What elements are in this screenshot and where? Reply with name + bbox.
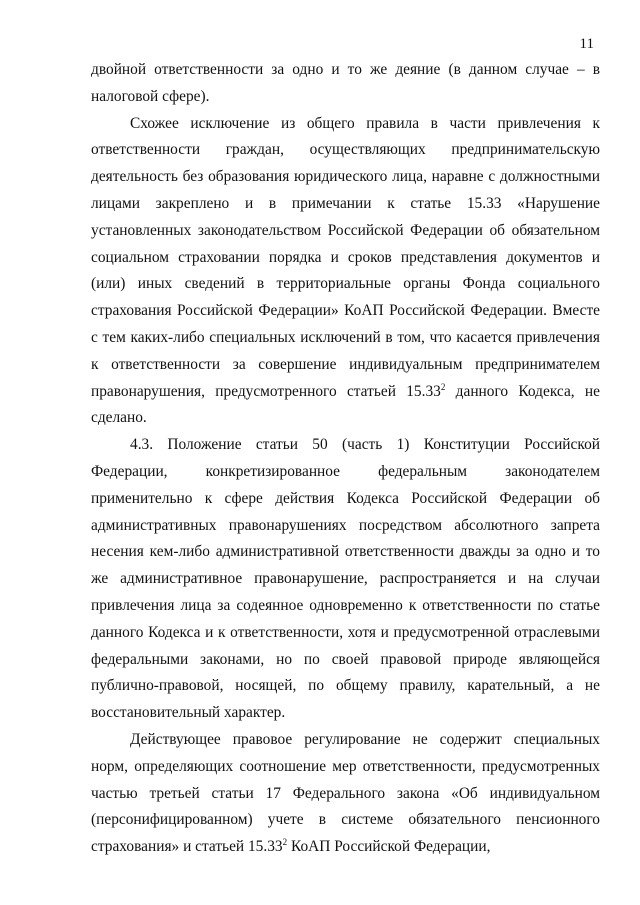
paragraph-p2	[91, 111, 600, 433]
paragraph-text: КоАП Российской Федерации,	[287, 838, 491, 856]
document-body	[91, 57, 600, 861]
superscript: 2	[282, 837, 288, 848]
page-number: 11	[579, 36, 594, 52]
paragraph-p1	[91, 57, 600, 111]
paragraph-p3	[91, 432, 600, 727]
paragraph-text: данного Кодекса, не сделано.	[91, 382, 600, 427]
paragraph-text: Схожее исключение из общего правила в части привлечения к ответственности граждан, осуществляющих предпринимательскую деятельность без образования юридического лица, наравне с должностными лицами закреплено и в примечании к статье 15.33 «Нарушение установленных законодательством Российской Федерации об обязательном социальном страховании порядка и сроков представления документов и (или) иных сведений в территориальные органы Фонда социального страхования Российской Федерации» КоАП Российской Федерации. Вместе с тем каких-либо специальных исключений в том, что касается привлечения к ответственности за совершение индивидуальным предпринимателем правонарушения, предусмотренного статьей 15.33	[91, 114, 600, 400]
paragraph-p4	[91, 727, 600, 861]
paragraph-text: 4.3. Положение статьи 50 (часть 1) Конституции Российской Федерации, конкретизированное федеральным законодателем применительно к сфере действия Кодекса Российской Федерации об административных правонарушениях посредством абсолютного запрета несения кем-либо административной ответственности дважды за одно и то же административное правонарушение, распространяется и на случаи привлечения лица за содеянное одновременно к ответственности по статье данного Кодекса и к ответственности, хотя и предусмотренной отраслевыми федеральными законами, но по своей правовой природе являющейся публично-правовой, носящей, по общему правилу, карательный, а не восстановительный характер.	[91, 436, 600, 722]
superscript: 2	[440, 381, 446, 392]
paragraph-text: Действующее правовое регулирование не содержит специальных норм, определяющих соотношение мер ответственности, предусмотренных частью третьей статьи 17 Федерального закона «Об индивидуальном (персонифицированном) учете в системе обязательного пенсионного страхования» и статьей 15.33	[91, 730, 600, 856]
paragraph-text: двойной ответственности за одно и то же деяние (в данном случае – в налоговой сфере).	[91, 61, 600, 105]
